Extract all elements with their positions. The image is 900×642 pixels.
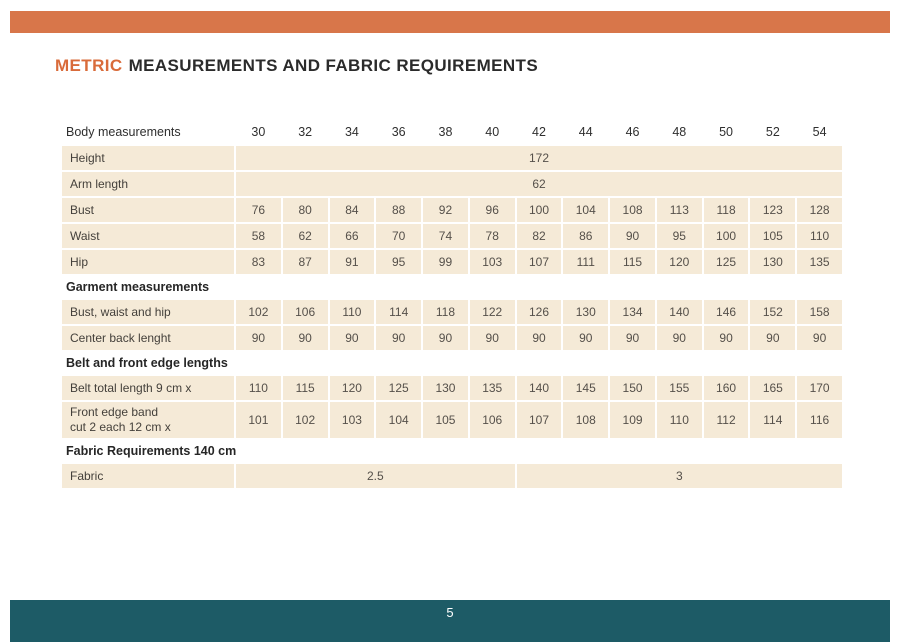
footer-bar — [10, 600, 890, 642]
value-cell: 103 — [470, 250, 515, 274]
page-title — [55, 56, 538, 76]
value-cell: 110 — [330, 300, 375, 324]
table-header-label: Body measurements — [66, 125, 181, 139]
value-cell: 112 — [704, 402, 749, 438]
value-cell: 118 — [704, 198, 749, 222]
value-cell: 115 — [610, 250, 655, 274]
size-header: 54 — [812, 125, 827, 139]
row-label — [62, 402, 234, 438]
value-cell: 106 — [283, 300, 328, 324]
size-header: 36 — [391, 125, 406, 139]
value-cell: 82 — [517, 224, 562, 248]
value-cell: 90 — [704, 326, 749, 350]
value-cell: 135 — [797, 250, 842, 274]
value-cell: 90 — [470, 326, 515, 350]
value-cell: 90 — [236, 326, 281, 350]
merged-value-cell: 62 — [236, 172, 842, 196]
value-cell: 165 — [750, 376, 795, 400]
value-cell: 110 — [236, 376, 281, 400]
value-cell: 101 — [236, 402, 281, 438]
value-cell: 66 — [330, 224, 375, 248]
value-cell: 104 — [376, 402, 421, 438]
value-cell: 115 — [283, 376, 328, 400]
value-cell: 84 — [330, 198, 375, 222]
row-label-lines — [70, 405, 171, 435]
value-cell: 108 — [610, 198, 655, 222]
value-cell: 116 — [797, 402, 842, 438]
value-cell: 100 — [517, 198, 562, 222]
row-label: Belt total length 9 cm x — [62, 376, 234, 400]
value-cell: 126 — [517, 300, 562, 324]
size-header: 40 — [485, 125, 500, 139]
value-cell: 90 — [563, 326, 608, 350]
value-cell: 95 — [657, 224, 702, 248]
span-value-cell: 3 — [517, 464, 842, 488]
size-header: 52 — [765, 125, 780, 139]
value-cell: 107 — [517, 250, 562, 274]
value-cell: 100 — [704, 224, 749, 248]
size-header: 46 — [625, 125, 640, 139]
value-cell: 103 — [330, 402, 375, 438]
value-cell: 90 — [283, 326, 328, 350]
row-label: Hip — [62, 250, 234, 274]
page-title-rest: MEASUREMENTS AND FABRIC REQUIREMENTS — [128, 56, 539, 75]
value-cell: 90 — [610, 224, 655, 248]
row-label: Fabric — [62, 464, 234, 488]
value-cell: 88 — [376, 198, 421, 222]
value-cell: 87 — [283, 250, 328, 274]
value-cell: 70 — [376, 224, 421, 248]
value-cell: 58 — [236, 224, 281, 248]
row-label: Center back lenght — [62, 326, 234, 350]
value-cell: 83 — [236, 250, 281, 274]
size-header: 38 — [438, 125, 453, 139]
value-cell: 146 — [704, 300, 749, 324]
span-value-cell: 2.5 — [236, 464, 515, 488]
value-cell: 125 — [704, 250, 749, 274]
value-cell: 140 — [657, 300, 702, 324]
section-heading: Fabric Requirements 140 cm — [62, 440, 842, 462]
value-cell: 96 — [470, 198, 515, 222]
value-cell: 90 — [750, 326, 795, 350]
value-cell: 90 — [330, 326, 375, 350]
value-cell: 111 — [563, 250, 608, 274]
value-cell: 122 — [470, 300, 515, 324]
value-cell: 90 — [423, 326, 468, 350]
value-cell: 90 — [376, 326, 421, 350]
size-header: 44 — [578, 125, 593, 139]
value-cell: 160 — [704, 376, 749, 400]
value-cell: 107 — [517, 402, 562, 438]
value-cell: 80 — [283, 198, 328, 222]
value-cell: 140 — [517, 376, 562, 400]
value-cell: 105 — [750, 224, 795, 248]
value-cell: 113 — [657, 198, 702, 222]
value-cell: 90 — [610, 326, 655, 350]
value-cell: 78 — [470, 224, 515, 248]
value-cell: 134 — [610, 300, 655, 324]
value-cell: 102 — [283, 402, 328, 438]
section-heading: Garment measurements — [62, 276, 842, 298]
value-cell: 123 — [750, 198, 795, 222]
value-cell: 62 — [283, 224, 328, 248]
value-cell: 76 — [236, 198, 281, 222]
value-cell: 145 — [563, 376, 608, 400]
row-label: Bust, waist and hip — [62, 300, 234, 324]
size-header: 42 — [532, 125, 546, 139]
value-cell: 130 — [563, 300, 608, 324]
value-cell: 130 — [423, 376, 468, 400]
value-cell: 120 — [330, 376, 375, 400]
value-cell: 120 — [657, 250, 702, 274]
value-cell: 118 — [423, 300, 468, 324]
value-cell: 135 — [470, 376, 515, 400]
section-heading: Belt and front edge lengths — [62, 352, 842, 374]
value-cell: 114 — [376, 300, 421, 324]
value-cell: 92 — [423, 198, 468, 222]
value-cell: 106 — [470, 402, 515, 438]
value-cell: 125 — [376, 376, 421, 400]
top-accent-bar — [10, 11, 890, 33]
value-cell: 152 — [750, 300, 795, 324]
value-cell: 158 — [797, 300, 842, 324]
merged-value-cell: 172 — [236, 146, 842, 170]
row-label-line: Front edge band — [70, 405, 159, 419]
value-cell: 86 — [563, 224, 608, 248]
value-cell: 90 — [797, 326, 842, 350]
value-cell: 95 — [376, 250, 421, 274]
page-number: 5 — [446, 605, 454, 620]
size-header: 32 — [298, 125, 313, 139]
row-label: Arm length — [62, 172, 234, 196]
row-label: Height — [62, 146, 234, 170]
value-cell: 128 — [797, 198, 842, 222]
row-label: Waist — [62, 224, 234, 248]
value-cell: 91 — [330, 250, 375, 274]
value-cell: 155 — [657, 376, 702, 400]
value-cell: 102 — [236, 300, 281, 324]
size-header: 48 — [672, 125, 687, 139]
value-cell: 90 — [517, 326, 562, 350]
value-cell: 110 — [657, 402, 702, 438]
value-cell: 104 — [563, 198, 608, 222]
measurement-table — [62, 120, 842, 488]
value-cell: 108 — [563, 402, 608, 438]
value-cell: 114 — [750, 402, 795, 438]
size-header: 34 — [344, 125, 359, 139]
size-header: 30 — [251, 125, 266, 139]
value-cell: 150 — [610, 376, 655, 400]
value-cell: 74 — [423, 224, 468, 248]
value-cell: 110 — [797, 224, 842, 248]
size-header: 50 — [719, 125, 734, 139]
value-cell: 109 — [610, 402, 655, 438]
row-label: Bust — [62, 198, 234, 222]
value-cell: 90 — [657, 326, 702, 350]
value-cell: 170 — [797, 376, 842, 400]
value-cell: 99 — [423, 250, 468, 274]
row-label-line: cut 2 each 12 cm x — [70, 420, 171, 434]
page-title-accent: METRIC — [55, 56, 123, 75]
value-cell: 105 — [423, 402, 468, 438]
value-cell: 130 — [750, 250, 795, 274]
